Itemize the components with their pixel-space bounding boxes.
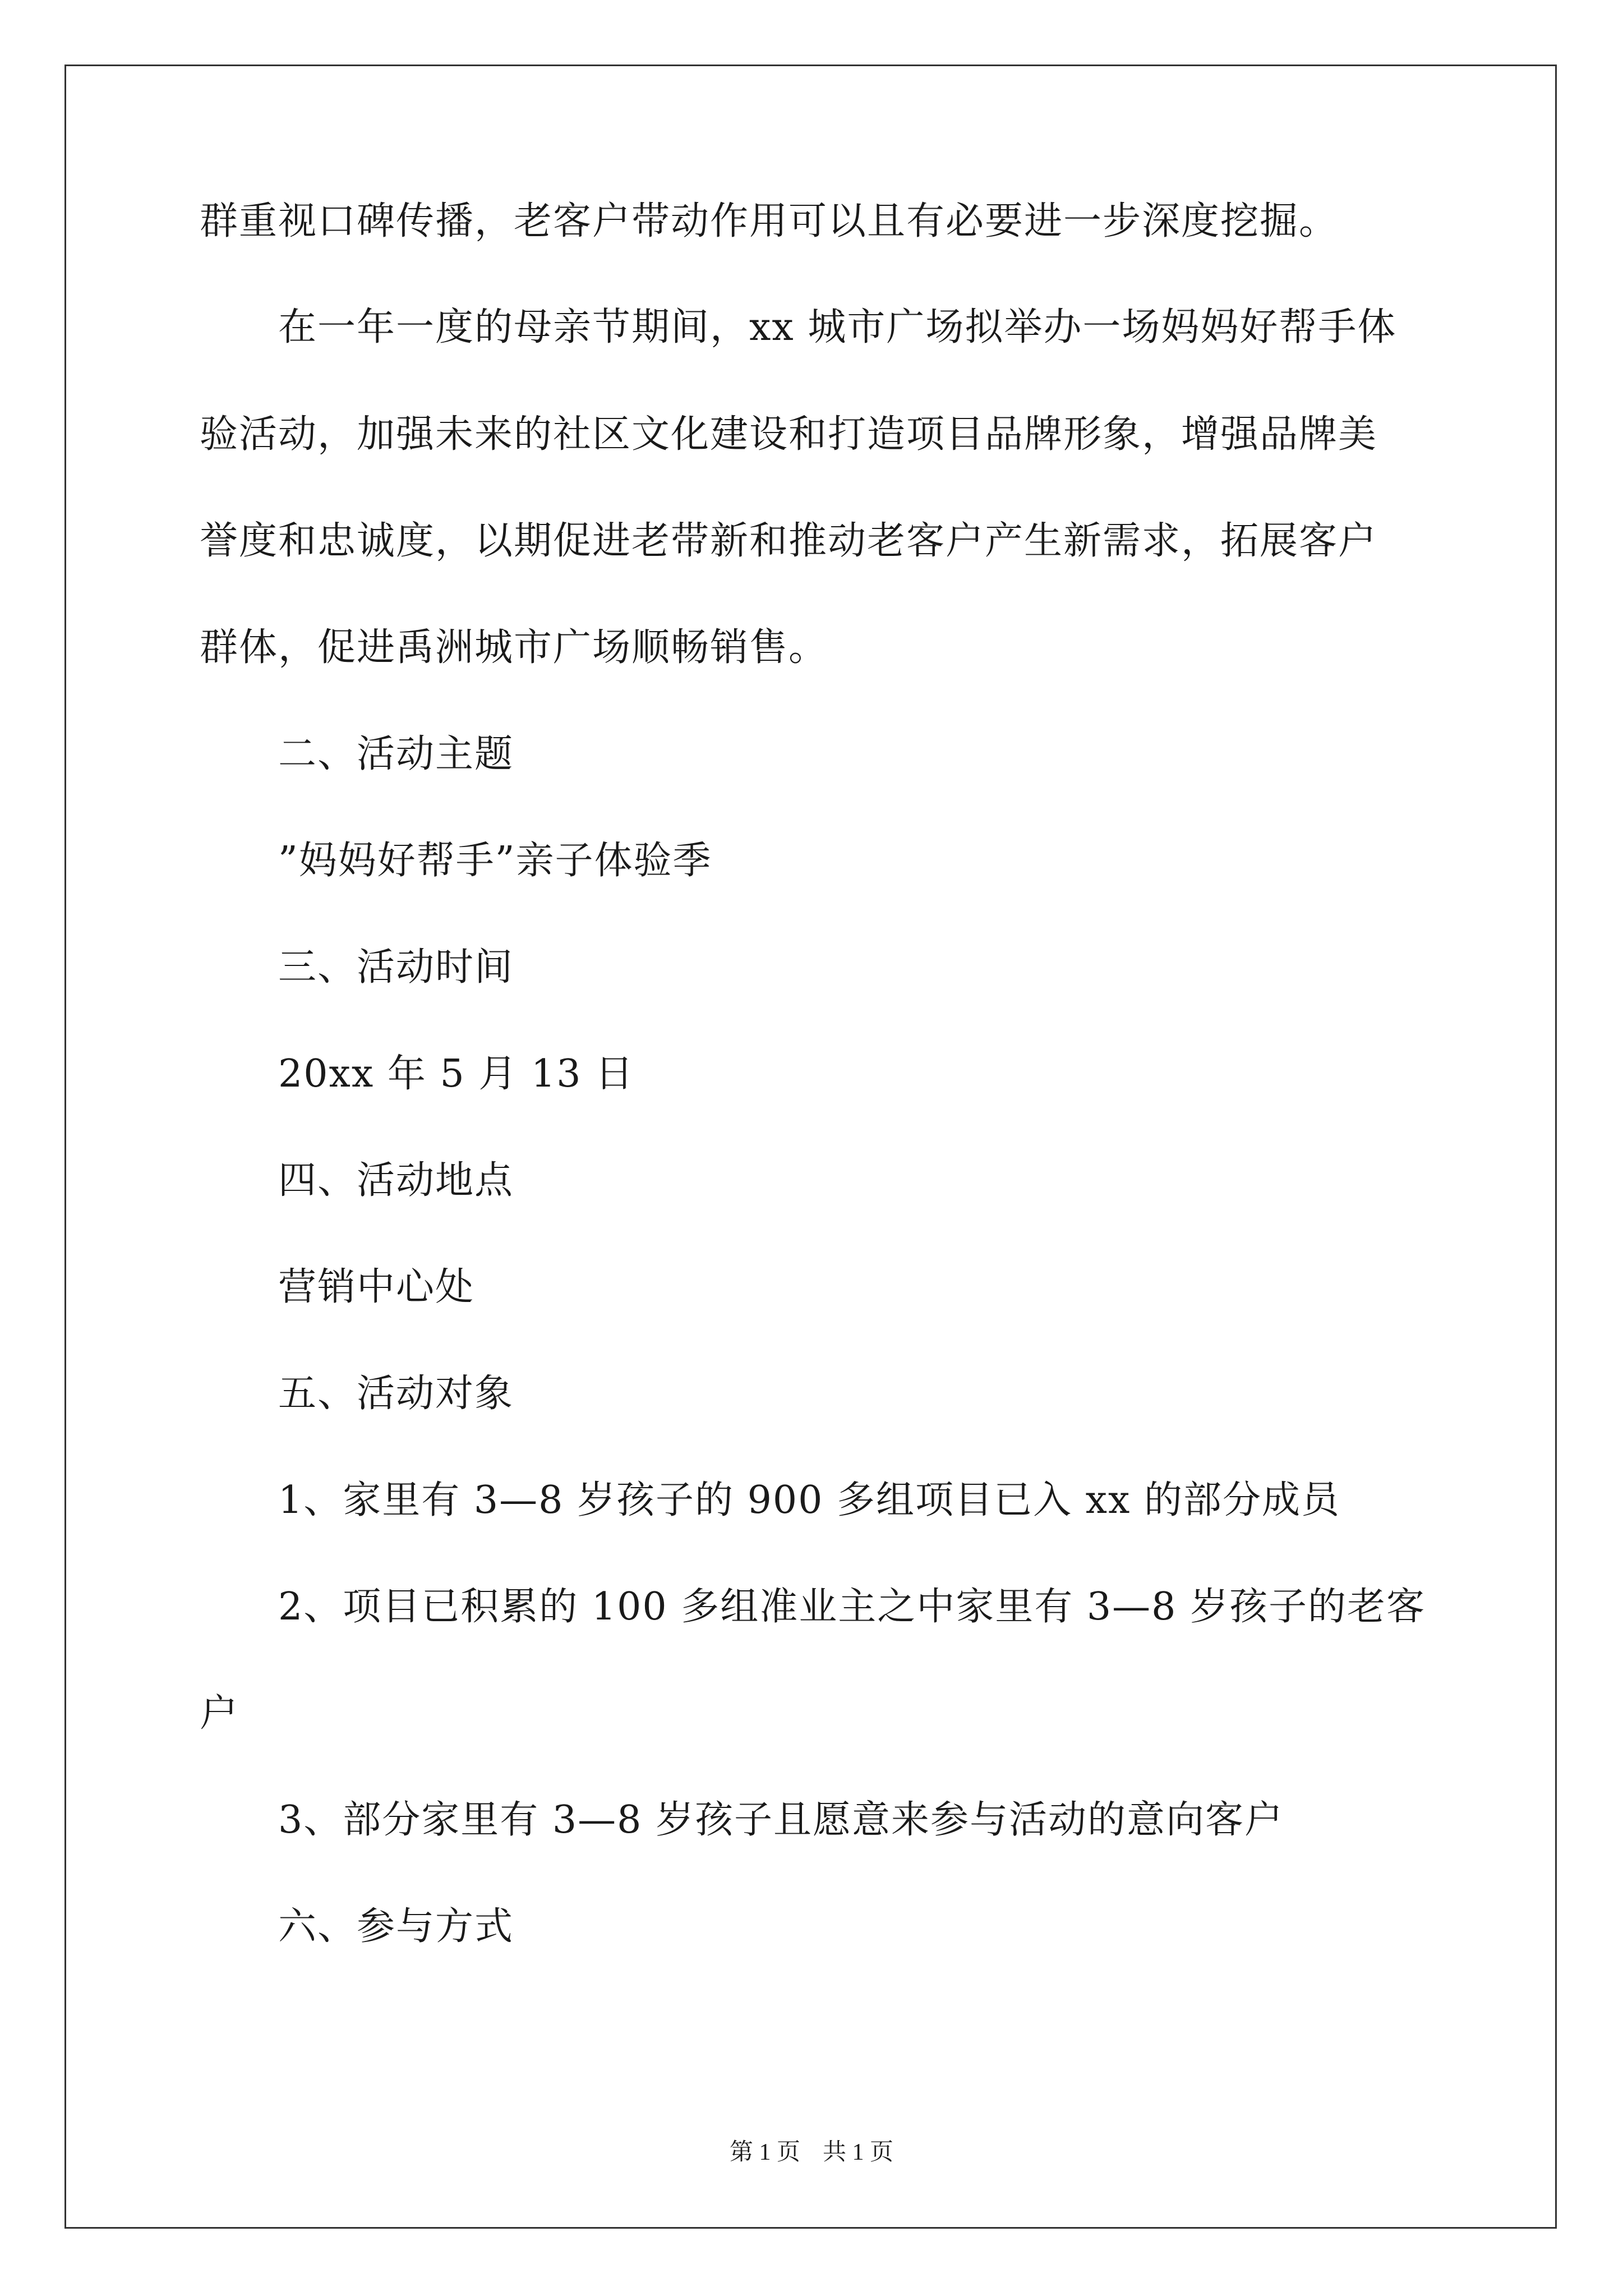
paragraph-line: 誉度和忠诚度，以期促进老带新和推动老客户产生新需求，拓展客户 [200,519,1378,563]
paragraph-line: 验活动，加强未来的社区文化建设和打造项目品牌形象，增强品牌美 [200,412,1378,457]
list-item-continuation: 户 [200,1691,239,1736]
list-item: 1、家里有 3—8 岁孩子的 900 多组项目已入 xx 的部分成员 [278,1478,1340,1522]
paragraph-line: 20xx 年 5 月 13 日 [278,1052,635,1096]
page-number-current: 第 1 页 [729,2139,800,2165]
section-heading: 六、参与方式 [278,1904,514,1949]
page-footer [0,2138,1623,2166]
paragraph-line: 营销中心处 [278,1265,475,1309]
section-heading: 五、活动对象 [278,1372,514,1416]
section-heading: 四、活动地点 [278,1158,514,1203]
paragraph-line: ”妈妈好帮手”亲子体验季 [278,839,712,883]
section-heading: 二、活动主题 [278,732,514,776]
section-heading: 三、活动时间 [278,945,514,990]
list-item: 3、部分家里有 3—8 岁孩子且愿意来参与活动的意向客户 [278,1798,1284,1842]
paragraph-line: 在一年一度的母亲节期间，xx 城市广场拟举办一场妈妈好帮手体 [278,305,1397,349]
paragraph-line: 群重视口碑传播，老客户带动作用可以且有必要进一步深度挖掘。 [200,199,1339,243]
page-number-total: 共 1 页 [823,2139,894,2165]
paragraph-line: 群体，促进禹洲城市广场顺畅销售。 [200,625,828,670]
list-item: 2、项目已积累的 100 多组准业主之中家里有 3—8 岁孩子的老客 [278,1585,1426,1629]
